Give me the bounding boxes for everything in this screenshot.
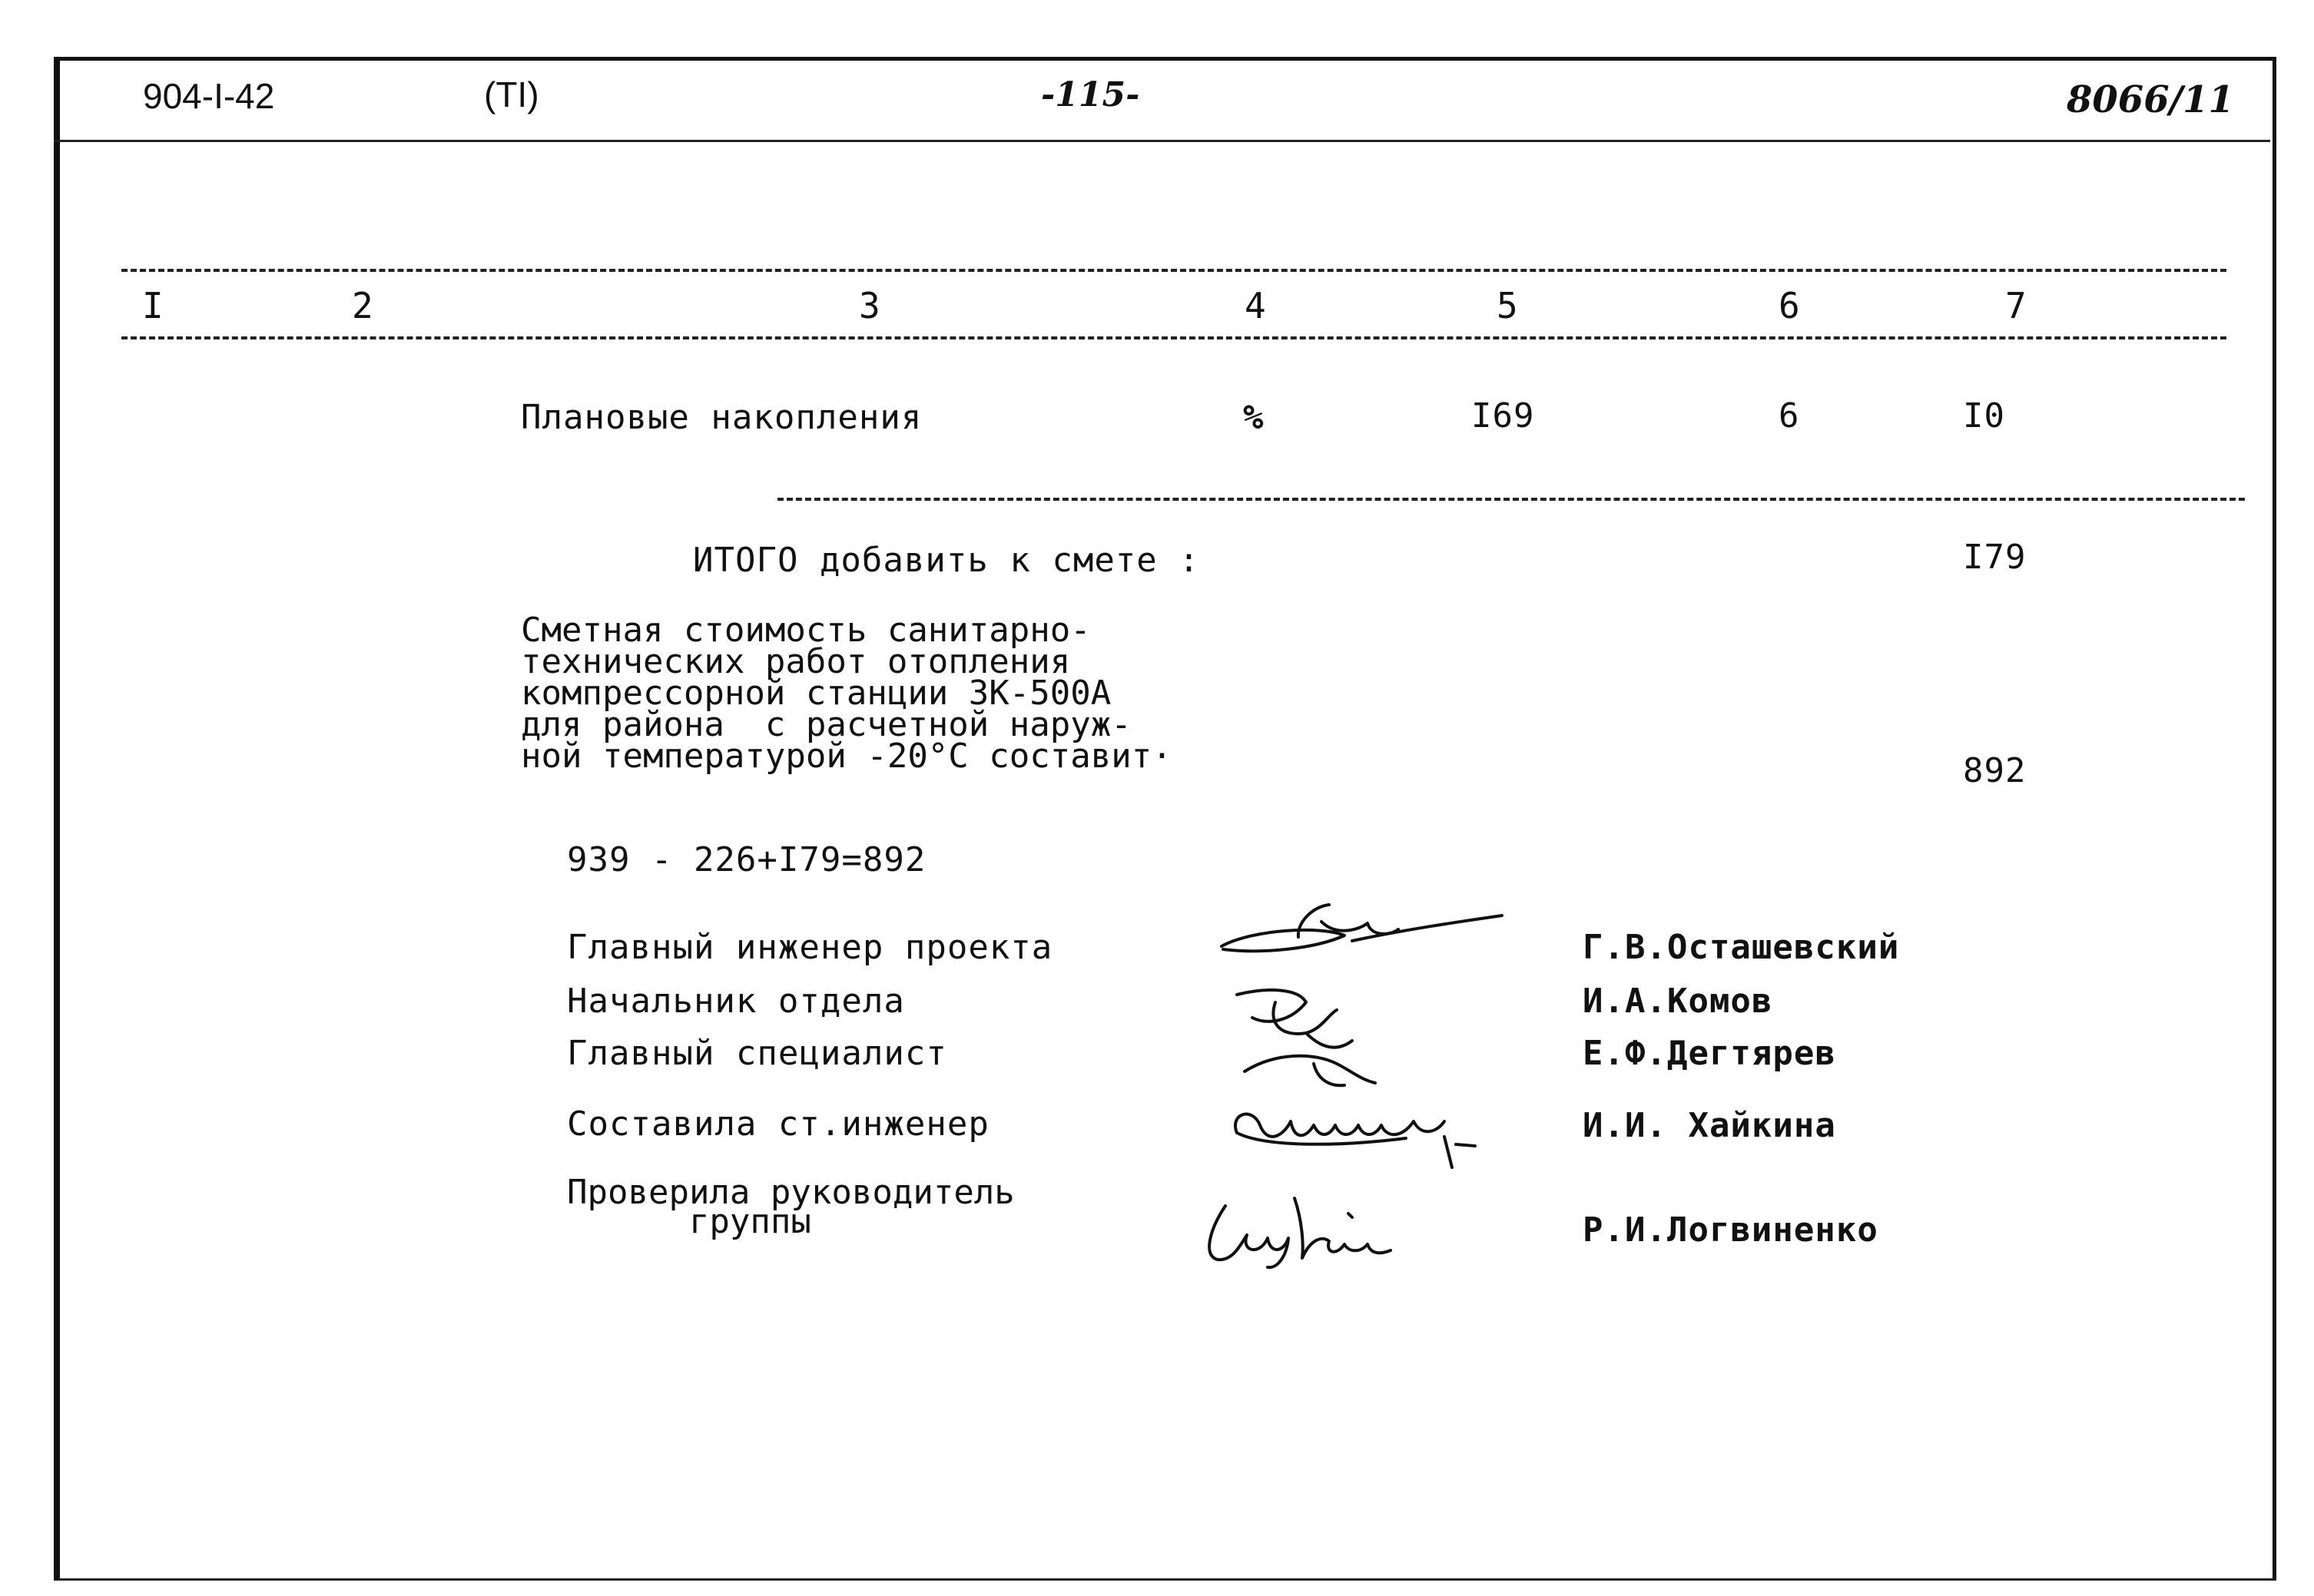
document-code: 904-I-42 (143, 76, 275, 116)
header-divider (54, 140, 2270, 142)
name-chief-engineer: Г.В.Осташевский (1583, 928, 1900, 967)
row-unit: % (1243, 398, 1265, 437)
column-header-bottom-rule (121, 336, 2226, 339)
row-col5: I69 (1471, 396, 1535, 435)
total-rule (777, 498, 2245, 501)
column-number-4: 4 (1245, 285, 1266, 326)
name-compiler: И.И. Хайкина (1583, 1106, 1836, 1145)
formula: 939 - 226+I79=892 (567, 840, 927, 879)
role-chief-engineer: Главный инженер проекта (567, 928, 1053, 967)
archive-number: 8066/11 (2067, 78, 2234, 121)
total-label: ИТОГО добавить к смете : (693, 541, 1200, 580)
signature-1-icon (1206, 899, 1513, 983)
column-number-6: 6 (1779, 285, 1800, 326)
column-number-1: I (142, 285, 164, 326)
column-number-2: 2 (352, 285, 373, 326)
page-number: -115- (1041, 75, 1140, 114)
role-reviewer: Проверила руководитель группы (567, 1173, 1015, 1241)
estimate-value: 892 (1963, 751, 2027, 790)
estimate-line: компрессорной станции ЗК-500А (521, 674, 1112, 713)
column-number-3: 3 (859, 285, 880, 326)
signature-3-icon (1222, 1091, 1498, 1183)
sheet-mark: (TI) (484, 75, 539, 114)
role-department-head: Начальник отдела (567, 982, 905, 1021)
row-col7: I0 (1963, 396, 2005, 435)
column-header-top-rule (121, 269, 2226, 272)
role-chief-specialist: Главный специалист (567, 1034, 947, 1073)
name-reviewer: Р.И.Логвиненко (1583, 1210, 1878, 1250)
signature-4-icon (1187, 1183, 1433, 1275)
column-number-5: 5 (1497, 285, 1518, 326)
total-value: I79 (1963, 538, 2027, 577)
row-col6: 6 (1779, 396, 1800, 435)
role-compiler: Составила ст.инженер (567, 1104, 990, 1144)
estimate-line: Сметная стоимость санитарно- (521, 611, 1091, 650)
estimate-line: ной температурой -20°С составит· (521, 737, 1172, 776)
name-department-head: И.А.Комов (1583, 982, 1773, 1021)
signature-2-icon (1222, 979, 1421, 1102)
column-number-7: 7 (2005, 285, 2027, 326)
name-chief-specialist: Е.Ф.Дегтярев (1583, 1034, 1836, 1073)
estimate-text (521, 611, 1172, 776)
estimate-line: для района с расчетной наруж- (521, 705, 1132, 744)
row-name: Плановые накопления (521, 398, 923, 437)
estimate-line: технических работ отопления (521, 642, 1071, 681)
page-frame (54, 57, 2276, 1581)
